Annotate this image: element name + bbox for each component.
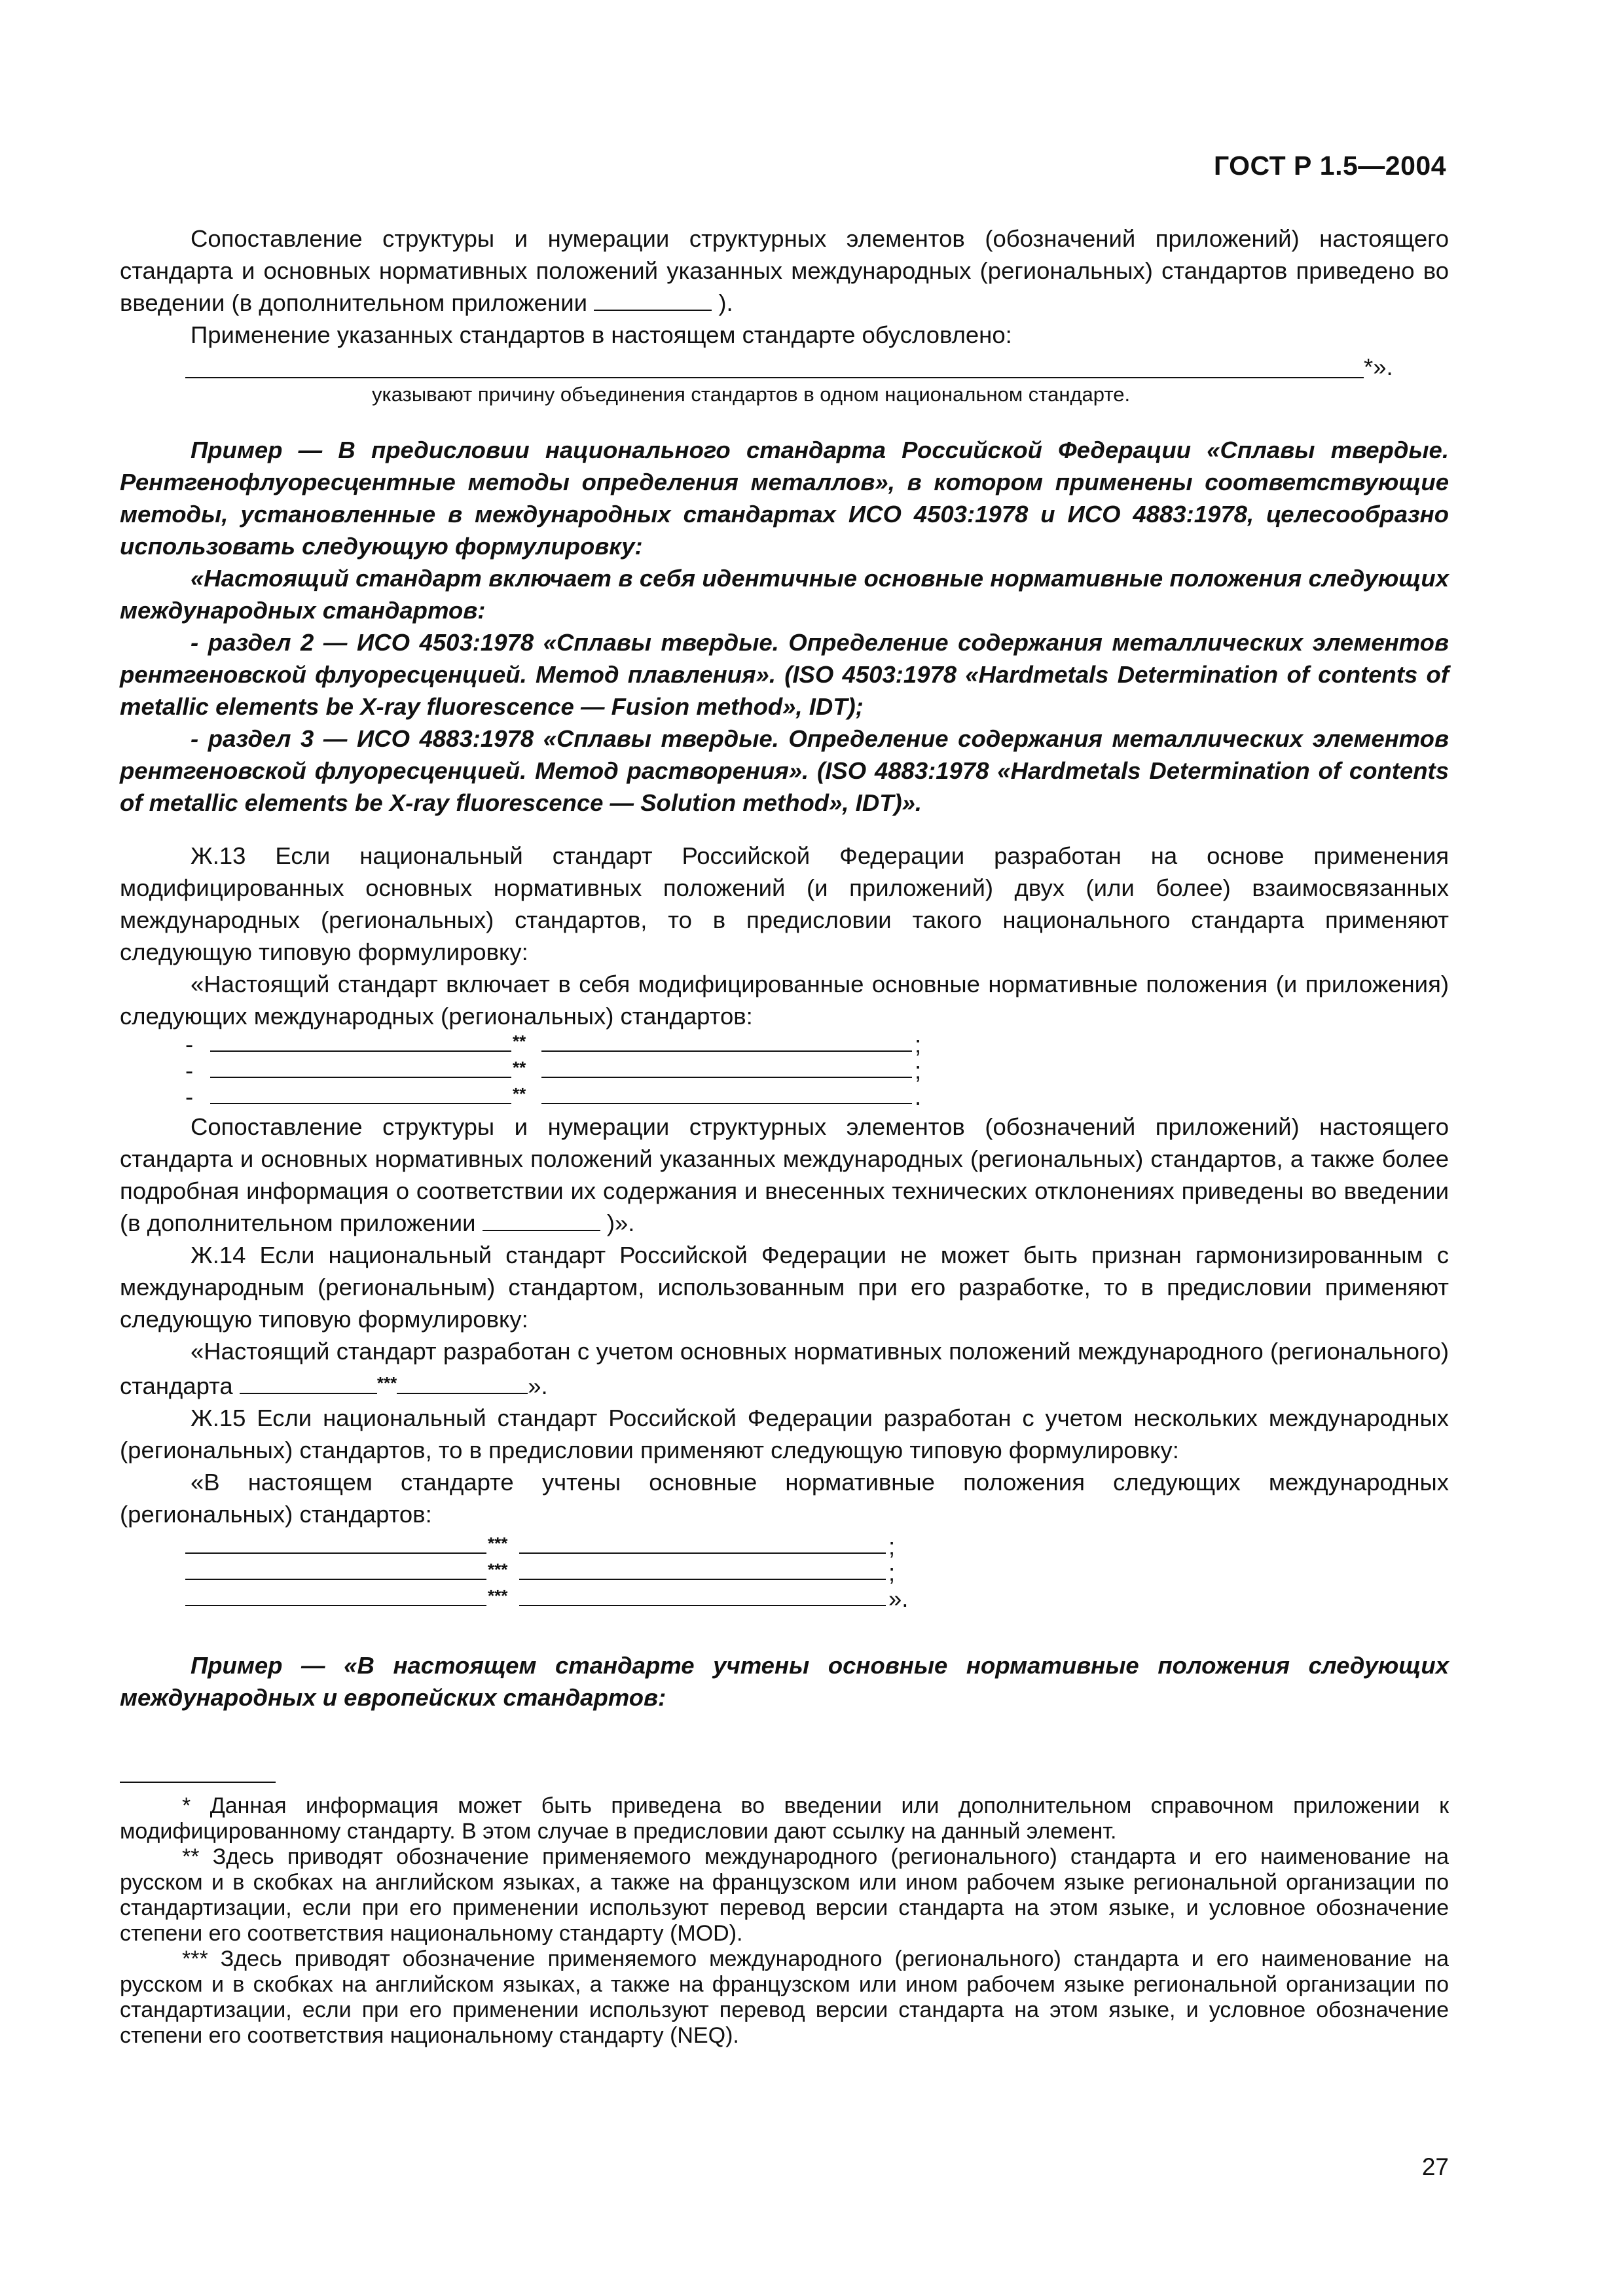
underline: [185, 1579, 486, 1580]
underline: [519, 1552, 886, 1554]
footnote-marker: **: [513, 1058, 526, 1077]
paragraph: [120, 223, 1449, 319]
example-intro: Пример — В предисловии национального стандарта Российской Федерации «Сплавы твердые. Рентгенофлуоресцентные методы определения металлов», в котором применены соответствующие методы, установленные в международных стандартах ИСО 4503:1978 и ИСО 4883:1978, целесообразно использовать следующую формулировку:: [120, 437, 1449, 560]
paragraph: [120, 1335, 1449, 1402]
paragraph-text: Сопоставление структуры и нумерации структурных элементов (обозначений приложений) настоящего стандарта и основных нормативных положений указанных международных (региональных) стандартов приведено во введении (в дополнительном приложении: [120, 225, 1449, 316]
paragraph-text: «Настоящий стандарт разработан с учетом основных нормативных положений международного (регионального) стандарта: [120, 1338, 1449, 1399]
line-end: ;: [915, 1057, 922, 1084]
paragraph: «Настоящий стандарт включает в себя модифицированные основные нормативные положения (и приложения) следующих международных (региональных) стандартов:: [120, 971, 1449, 1030]
section-z15: Ж.15 Если национальный стандарт Российской Федерации разработан с учетом нескольких международных (региональных) стандартов, то в предисловии применяют следующую типовую формулировку:: [120, 1405, 1449, 1463]
blank-field: [397, 1373, 528, 1394]
template-line: [120, 1032, 971, 1058]
page-number: 27: [1421, 2153, 1449, 2180]
footnote-marker: *».: [1364, 353, 1393, 380]
paragraph: «В настоящем стандарте учтены основные нормативные положения следующих международных (региональных) стандартов:: [120, 1469, 1449, 1528]
paragraph-end: )».: [606, 1210, 635, 1236]
example-block: [120, 1649, 1449, 1713]
template-line: [120, 1560, 971, 1587]
paragraph-text: Сопоставление структуры и нумерации структурных элементов (обозначений приложений) настоящего стандарта и основных нормативных положений указанных международных (региональных) стандартов, а также более подробная информация о соответствии их содержания и внесенных технических отклонениях приведены во введении (в дополнительном приложении: [120, 1113, 1449, 1236]
dash: -: [185, 1031, 194, 1058]
underline: [519, 1605, 886, 1606]
example-intro: Пример — «В настоящем стандарте учтены основные нормативные положения следующих международных и европейских стандартов:: [120, 1652, 1449, 1711]
line-end: ».: [888, 1585, 909, 1612]
template-line: [120, 1587, 971, 1613]
paragraph: [120, 1111, 1449, 1239]
underline: [541, 1077, 912, 1078]
footnote: ** Здесь приводят обозначение применяемого международного (регионального) стандарта и его наименование на русском и в скобках на английском языках, а также на французском или ином рабочем языке региональной организации по стандартизации, если при его применении используют перевод версии стандарта на этом языке, и условное обозначение степени его соответствия национальному стандарту (MOD).: [120, 1844, 1449, 1946]
line-end: .: [915, 1083, 922, 1110]
underline: [519, 1579, 886, 1580]
example-block: [120, 434, 1449, 819]
footnote-marker: ***: [376, 1373, 397, 1393]
underline: [210, 1050, 511, 1052]
footnote: * Данная информация может быть приведена во введении или дополнительном справочном приложении к модифицированному стандарту. В этом случае в предисловии дают ссылку на данный элемент.: [120, 1793, 1449, 1844]
document-header: ГОСТ Р 1.5—2004: [1213, 151, 1446, 181]
template-line: [120, 1534, 971, 1560]
underline: [210, 1103, 511, 1104]
footnote-marker: **: [513, 1031, 526, 1051]
underline: [185, 377, 1364, 378]
dash: -: [185, 1057, 194, 1084]
blank-field: [483, 1210, 600, 1231]
line-end: ;: [888, 1559, 896, 1586]
line-caption: указывают причину объединения стандартов в одном национальном стандарте.: [372, 383, 1131, 406]
underline: [185, 1605, 486, 1606]
underline: [541, 1103, 912, 1104]
paragraph-end: ).: [718, 289, 733, 316]
example-item: - раздел 3 — ИСО 4883:1978 «Сплавы твердые. Определение содержания металлических элементов рентгеновской флуоресценцией. Метод растворения». (ISO 4883:1978 «Hardmetals Determination of contents of metallic elements be X-ray fluorescence — Solution method», IDT)».: [120, 725, 1449, 816]
footnote-marker: ***: [488, 1586, 508, 1605]
example-quote: «Настоящий стандарт включает в себя идентичные основные нормативные положения следующих международных стандартов:: [120, 565, 1449, 624]
footnotes: [120, 1793, 1449, 2049]
underline: [210, 1077, 511, 1078]
footnote-marker: ***: [488, 1534, 508, 1553]
blank-line-reason: [185, 351, 1449, 383]
paragraph: Применение указанных стандартов в настоящем стандарте обусловлено:: [191, 321, 1012, 348]
page-body: [120, 223, 1449, 1713]
blank-field: [240, 1373, 377, 1394]
blank-field: [594, 290, 712, 311]
underline: [185, 1552, 486, 1554]
template-line: [120, 1058, 971, 1085]
footnote-marker: **: [513, 1084, 526, 1103]
footnote-divider: [120, 1782, 276, 1783]
footnote: *** Здесь приводят обозначение применяемого международного (регионального) стандарта и его наименование на русском и в скобках на английском языках, а также на французском или ином рабочем языке региональной организации по стандартизации, если при его применении используют перевод версии стандарта на этом языке, и условное обозначение степени его соответствия национальному стандарту (NEQ).: [120, 1946, 1449, 2048]
paragraph-end: ».: [528, 1372, 548, 1399]
dash: -: [185, 1083, 194, 1110]
underline: [541, 1050, 912, 1052]
footnote-marker: ***: [488, 1560, 508, 1579]
section-z14: Ж.14 Если национальный стандарт Российской Федерации не может быть признан гармонизированным с международным (региональным) стандартом, использованным при его разработке, то в предисловии применяют следующую типовую формулировку:: [120, 1242, 1449, 1333]
line-end: ;: [888, 1533, 896, 1560]
line-end: ;: [915, 1031, 922, 1058]
section-z13: Ж.13 Если национальный стандарт Российской Федерации разработан на основе применения модифицированных основных нормативных положений (и приложений) двух (или более) взаимосвязанных международных (региональных) стандартов, то в предисловии такого национального стандарта применяют следующую типовую формулировку:: [120, 842, 1449, 965]
template-line: [120, 1085, 971, 1111]
example-item: - раздел 2 — ИСО 4503:1978 «Сплавы твердые. Определение содержания металлических элементов рентгеновской флуоресценцией. Метод плавления». (ISO 4503:1978 «Hardmetals Determination of contents of metallic elements be X-ray fluorescence — Fusion method», IDT);: [120, 629, 1449, 720]
